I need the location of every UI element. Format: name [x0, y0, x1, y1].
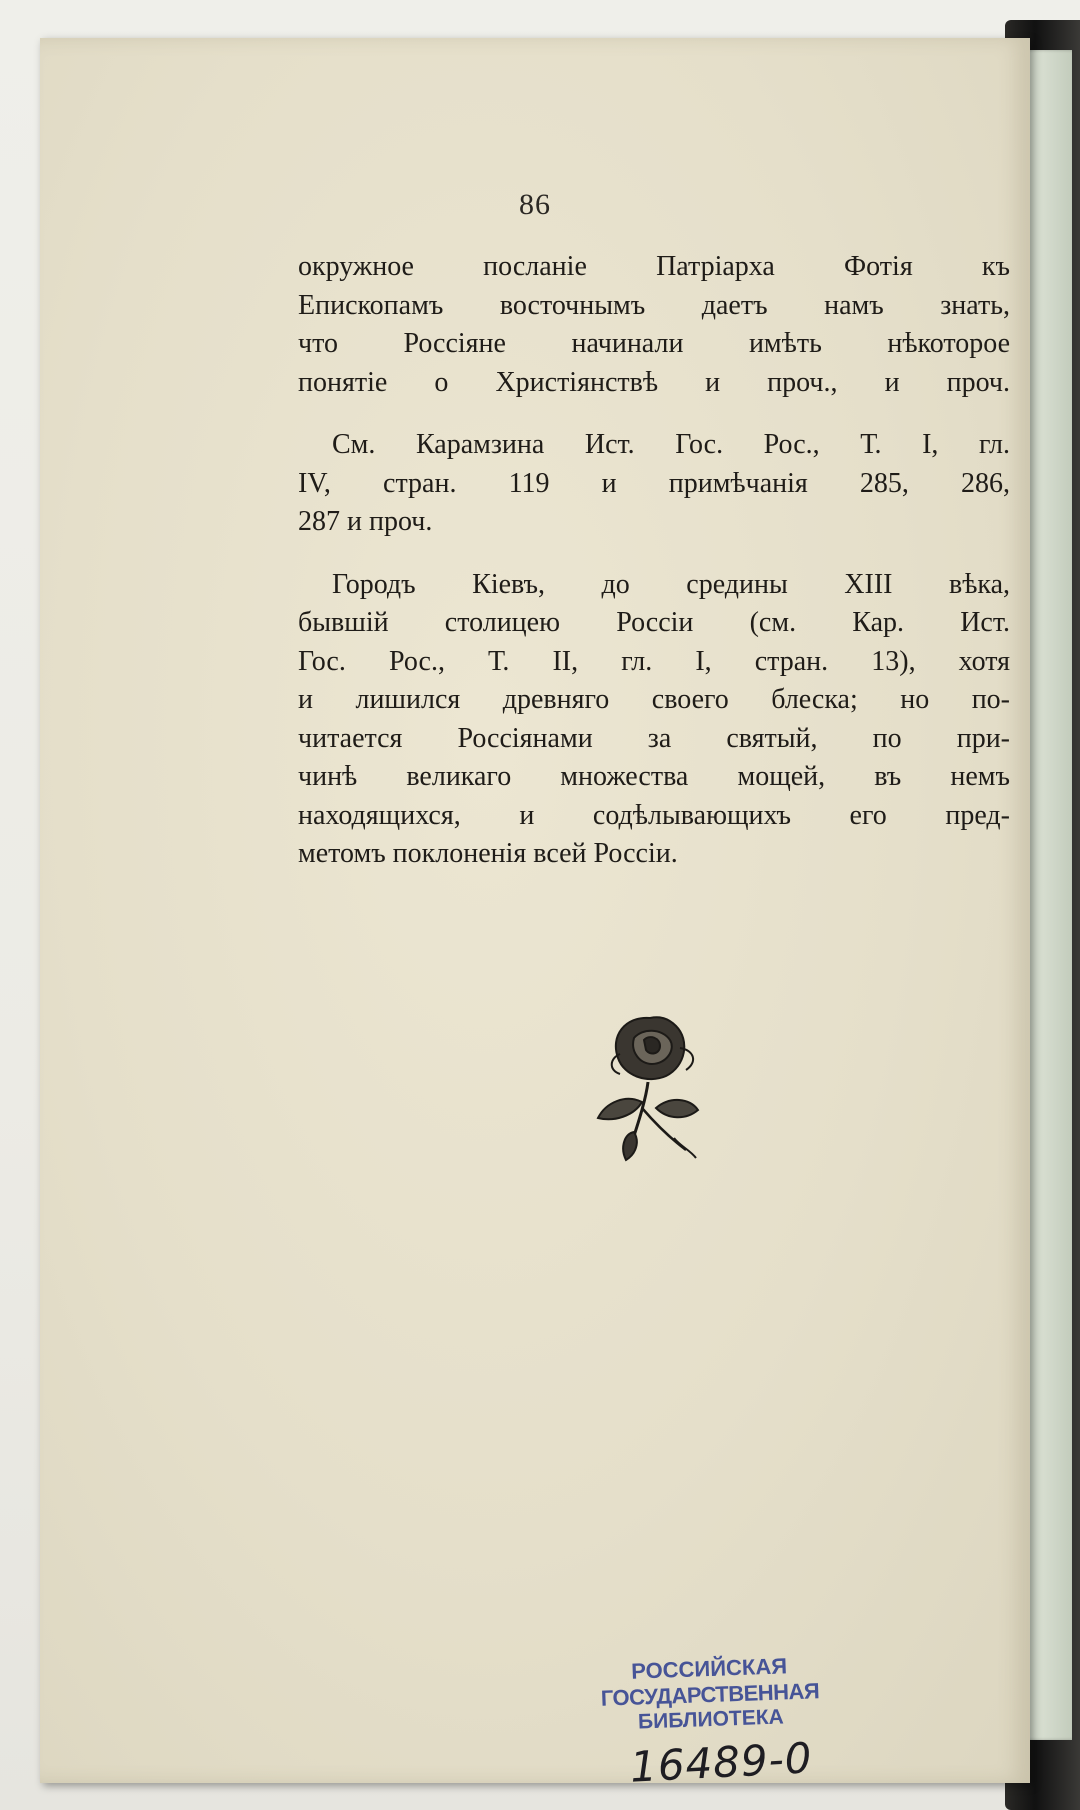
text-line: понятіе о Христіянствѣ и проч., и проч.: [298, 366, 1010, 398]
text-line: Городъ Кіевъ, до средины XIII вѣка,: [332, 568, 1010, 600]
book-page: [40, 38, 1030, 1792]
text-line: окружное посланіе Патріарха Фотія къ: [298, 251, 1010, 282]
stamp-line: РОССИЙСКАЯ: [630, 1653, 788, 1684]
shelfmark: 16489-0: [628, 1733, 814, 1792]
text-line: См. Карамзина Ист. Гос. Рос., Т. I, гл.: [332, 429, 1010, 460]
paragraph-1: [298, 248, 1010, 402]
paragraph-2: [298, 426, 1010, 542]
page-number: 86: [519, 188, 551, 221]
text-line: Епископамъ восточнымъ даетъ намъ знать,: [298, 289, 1010, 321]
text-line: бывшій столицею Россіи (см. Кар. Ист.: [298, 607, 1010, 638]
text-line: что Россіяне начинали имѣть нѣкоторое: [298, 328, 1010, 359]
stamp-line: БИБЛИОТЕКА: [637, 1705, 785, 1734]
text-line: Гос. Рос., Т. II, гл. I, стран. 13), хотя: [298, 645, 1010, 677]
text-line: IV, стран. 119 и примѣчанія 285, 286,: [298, 467, 1010, 499]
text-line: читается Россіянами за святый, по при-: [298, 722, 1010, 754]
text-line: и лишился древняго своего блеска; но по-: [298, 684, 1010, 715]
text-line: 287 и проч.: [298, 506, 433, 537]
text-line: чинѣ великаго множества мощей, въ немъ: [298, 761, 1010, 792]
text-block: [298, 248, 1010, 898]
text-line: метомъ поклоненія всей Россіи.: [298, 838, 678, 869]
library-stamp: [579, 1651, 841, 1736]
rose-ornament-icon: [590, 998, 710, 1168]
text-line: находящихся, и содѣлывающихъ его пред-: [298, 799, 1010, 831]
paragraph-3: [298, 566, 1010, 874]
stamp-line: ГОСУДАРСТВЕННАЯ: [600, 1678, 820, 1711]
